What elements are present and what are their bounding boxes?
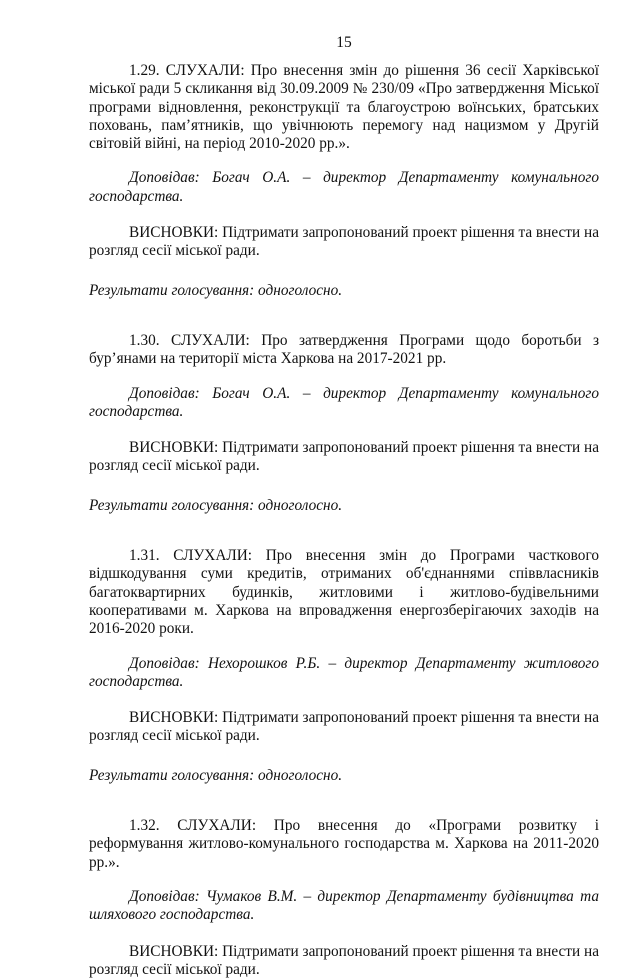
conclusion-text: ВИСНОВКИ: Підтримати запропонований проект рішення та внести на розгляд сесії міської ради. [89,439,599,476]
agenda-item-1-29 [89,62,599,300]
conclusion-text: ВИСНОВКИ: Підтримати запропонований проект рішення та внести на розгляд сесії міської ради. [89,943,599,979]
heard-text: 1.31. СЛУХАЛИ: Про внесення змін до Програми часткового відшкодування суми кредитів, отриманих об'єднаннями співвласників багатоквартирних будинків, житловими і житлово-будівельними кооперативами м. Харкова на впровадження енергозберігаючих заходів на 2016-2020 роки. [89,547,599,638]
speaker-text: Доповідав: Богач О.А. – директор Департаменту комунального господарства. [89,169,599,206]
heard-text: 1.30. СЛУХАЛИ: Про затвердження Програми щодо боротьби з бур’янами на території міста Харкова на 2017-2021 рр. [89,332,599,369]
heard-text: 1.32. СЛУХАЛИ: Про внесення до «Програми розвитку і реформування житлово-комунального господарства м. Харкова на 2011-2020 рр.». [89,817,599,872]
heard-text: 1.29. СЛУХАЛИ: Про внесення змін до рішення 36 сесії Харківської міської ради 5 скликання від 30.09.2009 № 230/09 «Про затвердження Міської програми відновлення, реконструкції та благоустрою воїнських, братських поховань, пам’ятників, що увічнюють перемогу над нацизмом у Другій світовій війні, на період 2010-2020 рр.». [89,62,599,153]
vote-result: Результати голосування: одноголосно. [89,767,599,785]
conclusion-text: ВИСНОВКИ: Підтримати запропонований проект рішення та внести на розгляд сесії міської ради. [89,224,599,261]
speaker-text: Доповідав: Богач О.А. – директор Департаменту комунального господарства. [89,385,599,422]
agenda-item-1-30 [89,332,599,515]
vote-result: Результати голосування: одноголосно. [89,497,599,515]
page-number: 15 [89,34,599,52]
speaker-text: Доповідав: Чумаков В.М. – директор Департаменту будівництва та шляхового господарства. [89,888,599,925]
vote-result: Результати голосування: одноголосно. [89,282,599,300]
conclusion-text: ВИСНОВКИ: Підтримати запропонований проект рішення та внести на розгляд сесії міської ради. [89,709,599,746]
speaker-text: Доповідав: Нехорошков Р.Б. – директор Департаменту житлового господарства. [89,655,599,692]
agenda-item-1-31 [89,547,599,785]
agenda-item-1-32 [89,817,599,979]
